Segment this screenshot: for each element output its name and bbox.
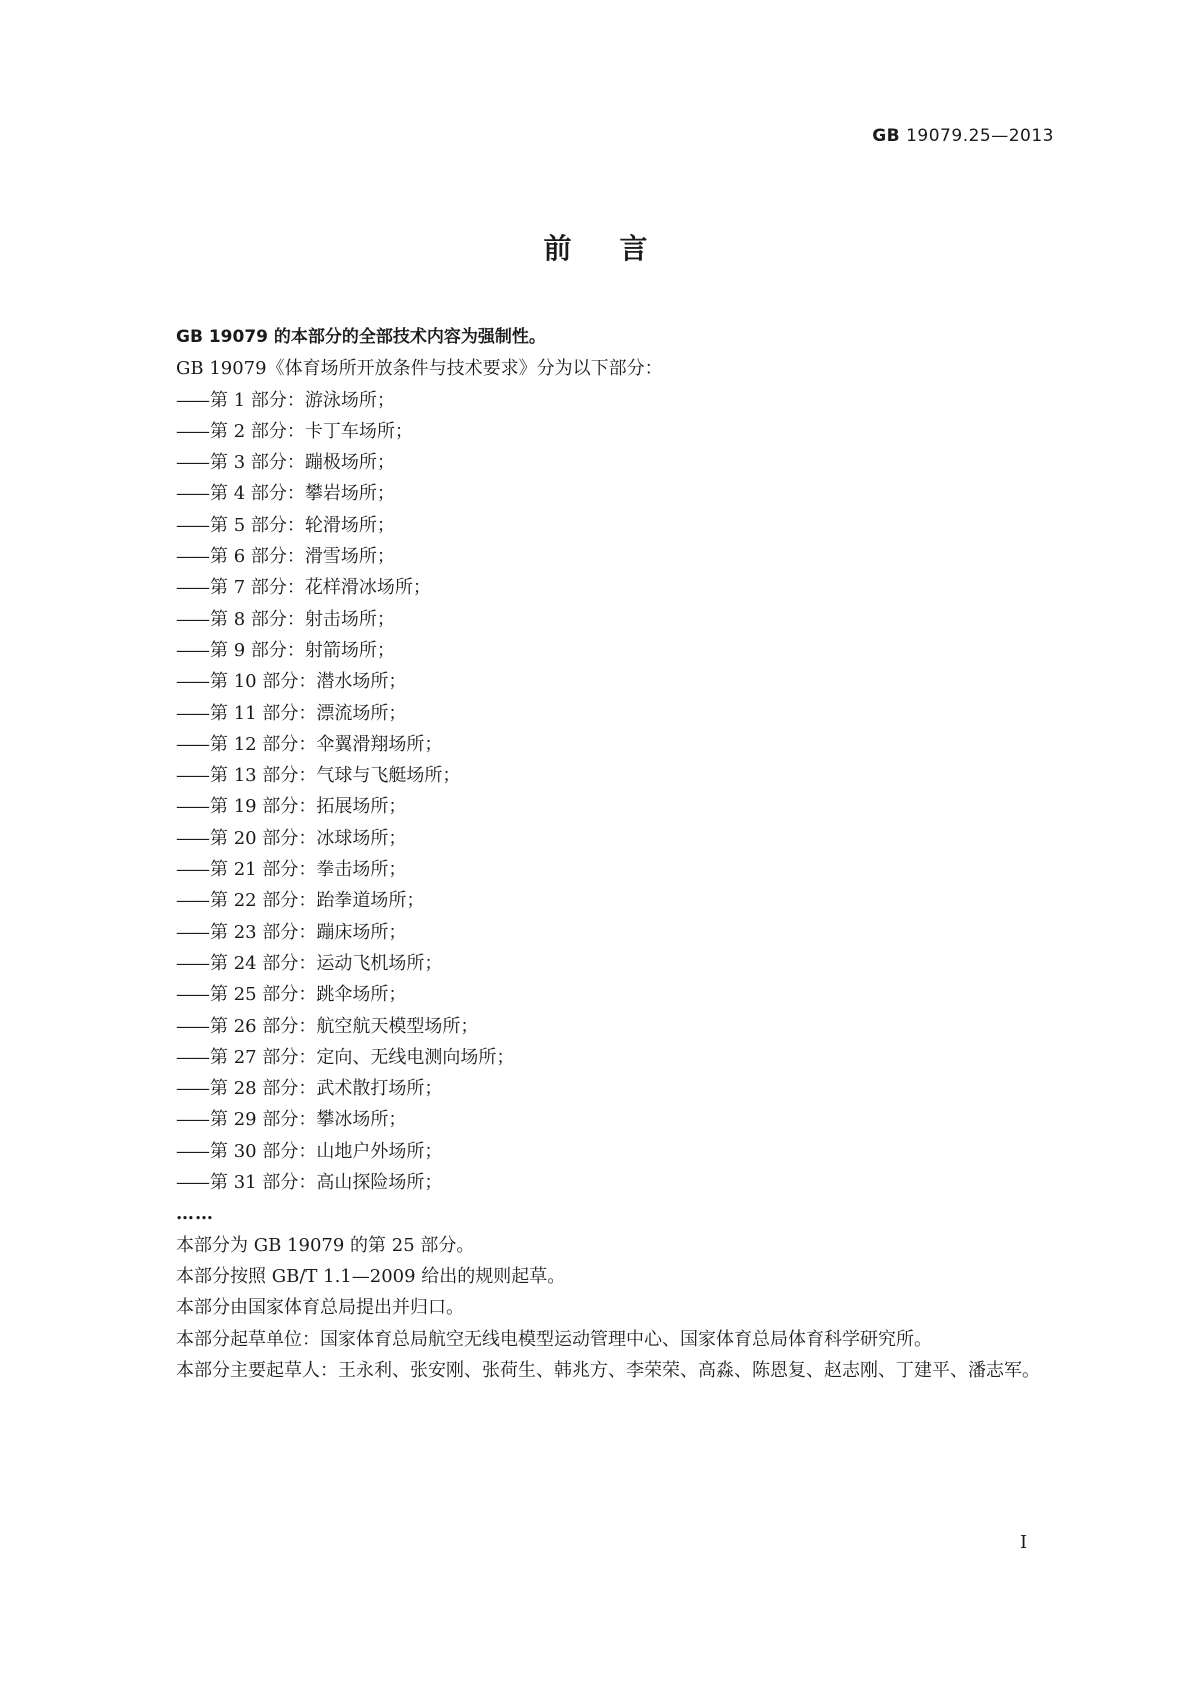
list-item-text: 第 3 部分：蹦极场所； [210, 452, 395, 474]
list-item [134, 854, 1064, 885]
dash-marker: —— [176, 827, 208, 849]
list-item [134, 572, 1064, 603]
list-item [134, 666, 1064, 697]
dash-marker: —— [176, 796, 208, 818]
dash-marker: —— [176, 514, 208, 536]
preface-body [134, 322, 1064, 1386]
list-item [134, 1042, 1064, 1073]
list-item-text: 第 4 部分：攀岩场所； [210, 483, 395, 505]
list-item [134, 948, 1064, 979]
parts-list [134, 385, 1064, 1199]
page-title: 前言 [543, 232, 696, 265]
list-item [134, 416, 1064, 447]
dash-marker: —— [176, 1172, 208, 1194]
list-item [134, 604, 1064, 635]
list-item [134, 917, 1064, 948]
list-item-text: 第 8 部分：射击场所； [210, 608, 395, 630]
list-item-text: 第 10 部分：潜水场所； [210, 671, 407, 693]
dash-marker: —— [176, 859, 208, 881]
list-item-text: 第 30 部分：山地户外场所； [210, 1140, 443, 1162]
dash-marker: —— [176, 608, 208, 630]
proposer-statement: 本部分由国家体育总局提出并归口。 [176, 1297, 464, 1319]
list-item-text: 第 11 部分：漂流场所； [210, 702, 407, 724]
list-item-text: 第 21 部分：拳击场所； [210, 859, 407, 881]
dash-marker: —— [176, 1046, 208, 1068]
list-item-text: 第 20 部分：冰球场所； [210, 827, 407, 849]
list-item-text: 第 19 部分：拓展场所； [210, 796, 407, 818]
list-item [134, 385, 1064, 416]
dash-marker: —— [176, 1015, 208, 1037]
dash-marker: —— [176, 702, 208, 724]
list-ellipsis: …… [176, 1203, 214, 1225]
dash-marker: —— [176, 546, 208, 568]
list-item-text: 第 31 部分：高山探险场所； [210, 1172, 443, 1194]
list-item-text: 第 9 部分：射箭场所； [210, 639, 395, 661]
dash-marker: —— [176, 765, 208, 787]
list-item [134, 1136, 1064, 1167]
dash-marker: —— [176, 1140, 208, 1162]
list-item-text: 第 23 部分：蹦床场所； [210, 921, 407, 943]
standard-number: 19079.25—2013 [906, 126, 1054, 146]
dash-marker: —— [176, 483, 208, 505]
dash-marker: —— [176, 577, 208, 599]
list-item [134, 1104, 1064, 1135]
standard-number-header [700, 126, 1054, 146]
drafting-units-statement: 本部分起草单位：国家体育总局航空无线电模型运动管理中心、国家体育总局体育科学研究所。 [176, 1328, 932, 1350]
list-item [134, 979, 1064, 1010]
list-item-text: 第 6 部分：滑雪场所； [210, 546, 395, 568]
list-item-text: 第 13 部分：气球与飞艇场所； [210, 765, 461, 787]
page-number: I [1020, 1532, 1028, 1553]
list-item-text: 第 12 部分：伞翼滑翔场所； [210, 733, 443, 755]
list-item [134, 1073, 1064, 1104]
dash-marker: —— [176, 952, 208, 974]
list-item [134, 447, 1064, 478]
dash-marker: —— [176, 671, 208, 693]
list-item [134, 760, 1064, 791]
list-item-text: 第 29 部分：攀冰场所； [210, 1109, 407, 1131]
list-item-text: 第 24 部分：运动飞机场所； [210, 952, 443, 974]
list-item-text: 第 1 部分：游泳场所； [210, 389, 395, 411]
list-item [134, 478, 1064, 509]
list-item [134, 823, 1064, 854]
list-item [134, 1011, 1064, 1042]
list-item [134, 510, 1064, 541]
list-item-text: 第 28 部分：武术散打场所； [210, 1078, 443, 1100]
drafters-statement: 本部分主要起草人：王永利、张安刚、张荷生、韩兆方、李荣荣、高淼、陈恩复、赵志刚、丁建平、潘志军。 [176, 1359, 1040, 1381]
list-item [134, 698, 1064, 729]
list-item-text: 第 7 部分：花样滑冰场所； [210, 577, 431, 599]
list-item [134, 635, 1064, 666]
dash-marker: —— [176, 733, 208, 755]
dash-marker: —— [176, 452, 208, 474]
dash-marker: —— [176, 420, 208, 442]
part-of-statement: 本部分为 GB 19079 的第 25 部分。 [176, 1234, 475, 1256]
mandatory-statement: GB 19079 的本部分的全部技术内容为强制性。 [176, 327, 546, 347]
list-item [134, 541, 1064, 572]
list-item-text: 第 5 部分：轮滑场所； [210, 514, 395, 536]
series-statement: GB 19079《体育场所开放条件与技术要求》分为以下部分： [176, 358, 663, 380]
dash-marker: —— [176, 639, 208, 661]
list-item-text: 第 2 部分：卡丁车场所； [210, 420, 413, 442]
standard-prefix: GB [872, 126, 901, 146]
dash-marker: —— [176, 1078, 208, 1100]
list-item [134, 791, 1064, 822]
list-item-text: 第 27 部分：定向、无线电测向场所； [210, 1046, 515, 1068]
list-item-text: 第 22 部分：跆拳道场所； [210, 890, 425, 912]
list-item-text: 第 25 部分：跳伞场所； [210, 984, 407, 1006]
dash-marker: —— [176, 389, 208, 411]
dash-marker: —— [176, 1109, 208, 1131]
dash-marker: —— [176, 921, 208, 943]
list-item [134, 885, 1064, 916]
list-item [134, 1167, 1064, 1198]
dash-marker: —— [176, 984, 208, 1006]
drafting-rules-statement: 本部分按照 GB/T 1.1—2009 给出的规则起草。 [176, 1265, 566, 1287]
dash-marker: —— [176, 890, 208, 912]
list-item-text: 第 26 部分：航空航天模型场所； [210, 1015, 479, 1037]
list-item [134, 729, 1064, 760]
